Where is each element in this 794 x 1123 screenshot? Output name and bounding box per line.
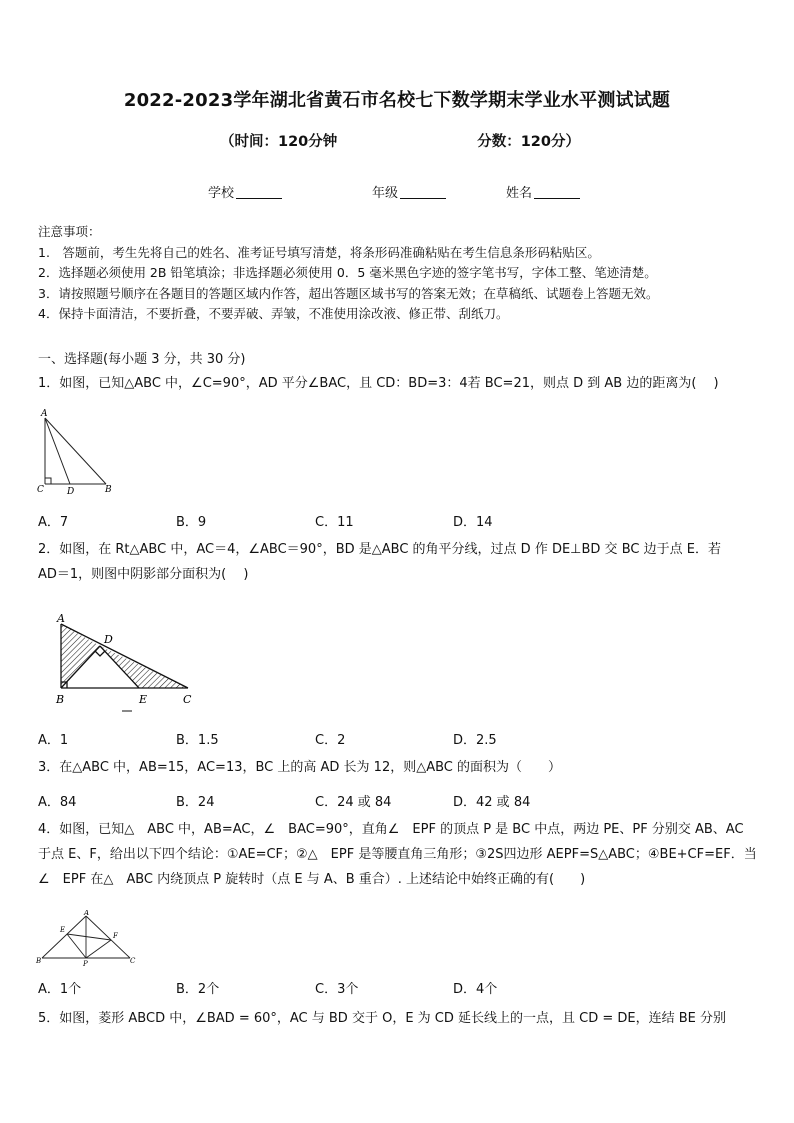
question-2-line-1: 2．如图，在 Rt△ABC 中，AC＝4，∠ABC＝90°，BD 是△ABC 的角平分线，过点 D 作 DE⊥BD 交 BC 边于点 E．若 [38, 542, 721, 557]
fig1-label-a: A [41, 409, 48, 419]
question-4-text [38, 817, 760, 892]
notice-block [38, 222, 658, 325]
option-b[interactable]: B．2个 [176, 982, 220, 997]
option-d[interactable]: D．14 [453, 515, 493, 530]
question-3-text: 3．在△ABC 中，AB=15，AC=13，BC 上的高 AD 长为 12，则△ABC 的面积为（ ） [38, 760, 562, 775]
fig2-label-a: A [57, 612, 65, 625]
option-b[interactable]: B．24 [176, 795, 215, 810]
notice-item: 1. 答题前，考生先将自己的姓名、准考证号填写清楚，将条形码准确粘贴在考生信息条形码粘贴区。 [38, 244, 600, 260]
question-4-line-2: 于点 E、F，给出以下四个结论：①AE=CF；②△ EPF 是等腰直角三角形；③2S四边形 AEPF=S△ABC；④BE+CF=EF．当 [38, 847, 757, 862]
option-a[interactable]: A．1个 [38, 982, 82, 997]
fig1-label-d: D [67, 487, 75, 496]
question-2-figure [50, 610, 200, 718]
question-2-text [38, 537, 760, 587]
fig2-label-c: C [183, 693, 192, 706]
option-b[interactable]: B．9 [176, 515, 207, 530]
option-d[interactable]: D．2.5 [453, 733, 497, 748]
option-c[interactable]: C．3个 [315, 982, 359, 997]
school-blank[interactable] [236, 186, 282, 199]
option-a[interactable]: A．1 [38, 733, 69, 748]
fig4-label-e: E [60, 926, 66, 934]
notice-heading: 注意事项： [38, 224, 101, 239]
fig4-label-b: B [36, 957, 42, 965]
option-c[interactable]: C．11 [315, 515, 354, 530]
option-a[interactable]: A．7 [38, 515, 69, 530]
option-c[interactable]: C．2 [315, 733, 346, 748]
question-4-line-1: 4．如图，已知△ ABC 中，AB=AC，∠ BAC=90°，直角∠ EPF 的顶点 P 是 BC 中点，两边 PE、PF 分别交 AB、AC [38, 822, 744, 837]
score-label: 分数：120分） [477, 134, 580, 150]
fig1-label-b: B [105, 485, 112, 495]
question-2-line-2: AD＝1，则图中阴影部分面积为( ) [38, 567, 249, 582]
name-blank[interactable] [534, 186, 580, 199]
section-heading: 一、选择题(每小题 3 分，共 30 分) [38, 352, 246, 367]
fig2-label-d: D [104, 633, 113, 646]
question-4-figure [34, 910, 138, 968]
exam-meta [220, 130, 580, 151]
question-4-line-3: ∠ EPF 在△ ABC 内绕顶点 P 旋转时（点 E 与 A、B 重合）. 上述结论中始终正确的有( ) [38, 872, 586, 887]
fig4-label-f: F [113, 932, 118, 940]
option-d[interactable]: D．4个 [453, 982, 498, 997]
fig1-label-c: C [37, 485, 44, 495]
name-field[interactable] [506, 182, 580, 201]
page-title: 2022-2023学年湖北省黄石市名校七下数学期末学业水平测试试题 [123, 90, 671, 111]
grade-label: 年级 [372, 186, 399, 201]
option-d[interactable]: D．42 或 84 [453, 795, 531, 810]
fig2-label-b: B [56, 693, 65, 706]
notice-item: 3．请按照题号顺序在各题目的答题区域内作答，超出答题区域书写的答案无效；在草稿纸、试题卷上答题无效。 [38, 285, 659, 301]
grade-field[interactable] [372, 182, 446, 201]
fig4-label-c: C [130, 957, 136, 965]
school-label: 学校 [208, 186, 235, 201]
question-1-figure [34, 406, 118, 496]
fig4-label-p: P [83, 960, 88, 968]
question-5-text: 5．如图，菱形 ABCD 中，∠BAD = 60°，AC 与 BD 交于 O，E 为 CD 延长线上的一点，且 CD = DE，连结 BE 分别 [38, 1011, 727, 1026]
option-b[interactable]: B．1.5 [176, 733, 219, 748]
notice-item: 4．保持卡面清洁，不要折叠，不要弄破、弄皱，不准使用涂改液、修正带、刮纸刀。 [38, 306, 509, 321]
option-c[interactable]: C．24 或 84 [315, 795, 392, 810]
name-label: 姓名 [506, 186, 533, 201]
school-field[interactable] [208, 182, 282, 201]
fig4-label-a: A [84, 910, 90, 917]
grade-blank[interactable] [400, 186, 446, 199]
question-1-text: 1．如图，已知△ABC 中，∠C=90°，AD 平分∠BAC，且 CD：BD=3：4若 BC=21，则点 D 到 AB 边的距离为( ) [38, 376, 719, 391]
notice-item: 2．选择题必须使用 2B 铅笔填涂；非选择题必须使用 0．5 毫米黑色字迹的签字笔书写，字体工整、笔迹清楚。 [38, 265, 657, 280]
time-label: （时间：120分钟 [220, 134, 338, 150]
fig2-label-e: E [139, 693, 148, 706]
option-a[interactable]: A．84 [38, 795, 77, 810]
